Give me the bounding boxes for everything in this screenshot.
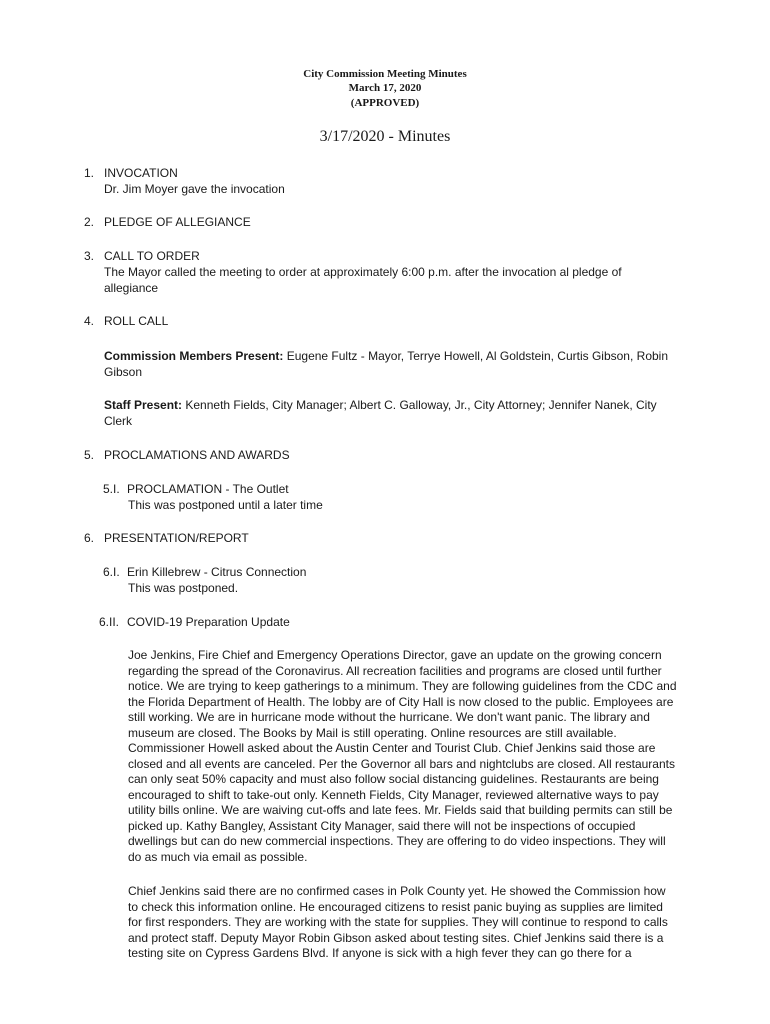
covid-update-paragraph-1 (128, 648, 692, 865)
paragraph-line: Joe Jenkins, Fire Chief and Emergency Operations Director, gave an update on the growing concern (128, 648, 662, 662)
paragraph-line: encouraged to shift to take-out only. Kenneth Fields, City Manager, reviewed alternative ways to pay (128, 787, 659, 802)
paragraph-line: picked up. Kathy Bangley, Assistant City Manager, said there will not be inspections of occupied (128, 818, 636, 833)
item-title: INVOCATION (104, 166, 178, 180)
item-number: 3. (84, 249, 95, 263)
agenda-item-presentation (84, 530, 249, 546)
staff-list: Kenneth Fields, City Manager; Albert C. Galloway, Jr., City Attorney; Jennifer Nanek, City (182, 398, 657, 412)
citrus-connection-text: This was postponed. (128, 581, 239, 595)
paragraph-line: for first responders. They are working with the state for supplies. They will continue to respond to calls (128, 915, 668, 929)
item-number: 1. (84, 166, 95, 180)
sub-item-title: COVID-19 Preparation Update (127, 615, 290, 629)
staff-present (104, 397, 657, 413)
meeting-date: March 17, 2020 (348, 82, 422, 94)
invocation-text: Dr. Jim Moyer gave the invocation (104, 182, 285, 196)
item-number: 5. (84, 448, 95, 462)
members-list-cont: Gibson (104, 365, 143, 379)
sub-item-proclamation (103, 481, 289, 497)
agenda-item-invocation (84, 165, 178, 181)
paragraph-line: still working. We are in hurricane mode without the hurricane. We don't want panic. The library and (128, 710, 650, 724)
sub-item-title: PROCLAMATION - The Outlet (127, 482, 289, 496)
call-to-order-line: The Mayor called the meeting to order at approximately 6:00 p.m. after the invocation al pledge of (104, 265, 622, 279)
proclamation-text: This was postponed until a later time (128, 498, 323, 512)
sub-item-number: 6.I. (103, 565, 120, 579)
sub-item-number: 5.I. (103, 482, 120, 496)
paragraph-line: museum are closed. The Books by Mail is still operating. Online resources are still available. (128, 725, 617, 740)
commission-members (104, 348, 668, 364)
paragraph-line: dwellings but can do new commercial inspections. They are offering to do video inspections. They will (128, 834, 666, 848)
paragraph-line: regarding the spread of the Coronavirus. All recreation facilities and programs are closed until further (128, 663, 662, 678)
sub-item-title: Erin Killebrew - Citrus Connection (127, 565, 307, 579)
call-to-order-line: allegiance (104, 281, 159, 295)
agenda-item-roll-call (84, 313, 168, 329)
paragraph-line: utility bills online. We are waiving cut-offs and late fees. Mr. Fields said that building permits can still be (128, 803, 673, 817)
covid-update-paragraph-2 (128, 884, 692, 962)
minutes-subtitle: 3/17/2020 - Minutes (319, 128, 451, 145)
item-title: ROLL CALL (104, 314, 169, 328)
paragraph-line: the Florida Department of Health. The lobby are of City Hall is now closed to the public. Employees are (128, 694, 674, 709)
paragraph-line: closed and all events are canceled. Per the Governor all bars and nightclubs are closed. All restaurants (128, 756, 675, 771)
paragraph-line: notice. We are trying to keep gatherings to a minimum. They are following guidelines from the CDC and (128, 679, 677, 693)
item-title: PLEDGE OF ALLEGIANCE (104, 215, 251, 229)
agenda-item-pledge (84, 214, 251, 230)
staff-label: Staff Present: (104, 398, 183, 412)
item-title: PROCLAMATIONS AND AWARDS (104, 448, 290, 462)
paragraph-line: Chief Jenkins said there are no confirmed cases in Polk County yet. He showed the Commission how (128, 884, 666, 898)
agenda-item-proclamations (84, 447, 290, 463)
sub-item-citrus-connection (103, 564, 306, 580)
item-title: PRESENTATION/REPORT (104, 531, 249, 545)
paragraph-line: can only seat 50% capacity and must also follow social distancing guidelines. Restaurants are being (128, 772, 659, 786)
paragraph-line: to check this information online. He encouraged citizens to resist panic buying as supplies are limited (128, 899, 663, 914)
members-list: Eugene Fultz - Mayor, Terrye Howell, Al Goldstein, Curtis Gibson, Robin (283, 349, 668, 363)
item-title: CALL TO ORDER (104, 249, 200, 263)
staff-list-cont: Clerk (104, 414, 133, 428)
sub-item-covid (99, 614, 290, 630)
item-number: 4. (84, 314, 95, 328)
members-label: Commission Members Present: (104, 349, 284, 363)
paragraph-line: do as much via email as possible. (128, 849, 308, 864)
document-title: City Commission Meeting Minutes (303, 68, 467, 80)
paragraph-line: and protect staff. Deputy Mayor Robin Gibson asked about testing sites. Chief Jenkins said there is a (128, 930, 664, 945)
agenda-item-call-to-order (84, 248, 200, 264)
sub-item-number: 6.II. (99, 615, 120, 629)
item-number: 2. (84, 215, 95, 229)
paragraph-line: Commissioner Howell asked about the Austin Center and Tourist Club. Chief Jenkins said those are (128, 741, 656, 755)
paragraph-line: testing site on Cypress Gardens Blvd. If anyone is sick with a high fever they can go there for a (128, 946, 632, 960)
item-number: 6. (84, 531, 95, 545)
approval-status: (APPROVED) (350, 97, 420, 109)
